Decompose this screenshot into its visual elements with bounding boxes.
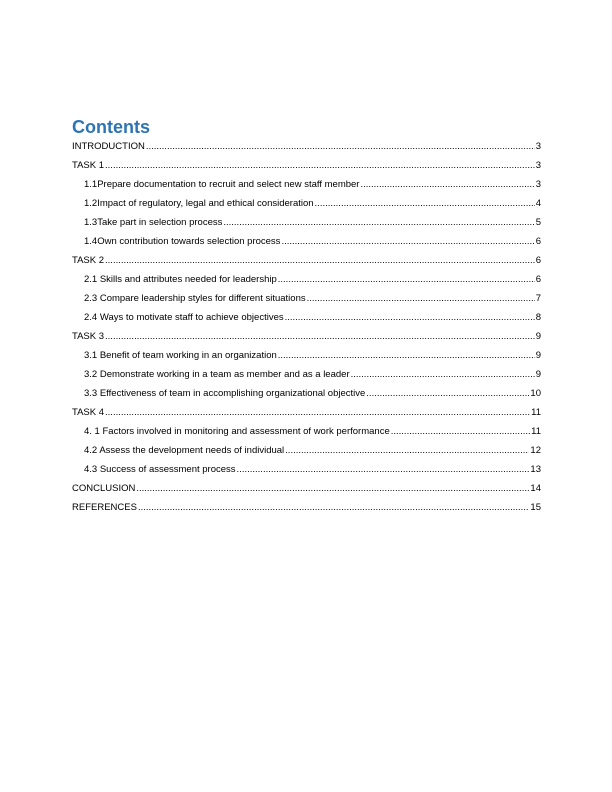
dot-leader [223,213,534,232]
toc-entry-label: 4.3 Success of assessment process [84,464,236,475]
toc-entry-label: 1.1Prepare documentation to recruit and select new staff member [84,179,360,190]
dot-leader [391,422,530,441]
toc-page-number: 15 [530,502,541,513]
table-of-contents [72,137,541,517]
toc-entry-1-3[interactable] [72,213,541,232]
toc-entry-label: 1.3Take part in selection process [84,217,223,228]
dot-leader [105,156,535,175]
toc-heading: Contents [72,117,150,137]
toc-entry-1-1[interactable] [72,175,541,194]
toc-entry-introduction[interactable] [72,137,541,156]
toc-entry-label: 2.4 Ways to motivate staff to achieve objectives [84,312,284,323]
dot-leader [315,194,535,213]
toc-entry-label: TASK 4 [72,407,105,418]
toc-entry-references[interactable] [72,498,541,517]
toc-page-number: 9 [535,350,541,361]
toc-page-number: 3 [535,179,541,190]
toc-page-number: 12 [530,445,541,456]
toc-entry-2-4[interactable] [72,308,541,327]
dot-leader [307,289,535,308]
toc-entry-label: 1.4Own contribution towards selection process [84,236,281,247]
toc-entry-label: 3.1 Benefit of team working in an organization [84,350,277,361]
toc-entry-label: CONCLUSION [72,483,136,494]
toc-page-number: 11 [531,407,541,418]
dot-leader [146,137,535,156]
toc-entry-task-3[interactable] [72,327,541,346]
toc-page-number: 9 [535,331,541,342]
dot-leader [237,460,530,479]
dot-leader [278,270,535,289]
dot-leader [360,175,534,194]
toc-entry-1-2[interactable] [72,194,541,213]
toc-entry-label: REFERENCES [72,502,137,513]
toc-page-number: 3 [535,141,541,152]
toc-page-number: 8 [535,312,541,323]
dot-leader [285,441,529,460]
toc-entry-task-4[interactable] [72,403,541,422]
toc-entry-3-3[interactable] [72,384,541,403]
toc-entry-4-3[interactable] [72,460,541,479]
toc-page-number: 6 [535,255,541,266]
toc-entry-label: INTRODUCTION [72,141,145,152]
toc-page-number: 6 [535,236,541,247]
toc-entry-label: 3.2 Demonstrate working in a team as member and as a leader [84,369,350,380]
toc-page-number: 3 [535,160,541,171]
toc-entry-label: TASK 1 [72,160,105,171]
toc-page-number: 14 [530,483,541,494]
toc-entry-4-2[interactable] [72,441,541,460]
toc-entry-task-1[interactable] [72,156,541,175]
toc-entry-label: TASK 3 [72,331,105,342]
dot-leader [138,498,529,517]
toc-page-number: 5 [535,217,541,228]
toc-entry-label: 2.3 Compare leadership styles for different situations [84,293,306,304]
dot-leader [351,365,535,384]
toc-entry-label: 1.2Impact of regulatory, legal and ethical consideration [84,198,314,209]
toc-page-number: 4 [535,198,541,209]
dot-leader [105,251,535,270]
toc-entry-label: 4.2 Assess the development needs of individual [84,445,285,456]
dot-leader [278,346,535,365]
toc-page-number: 9 [535,369,541,380]
toc-entry-2-3[interactable] [72,289,541,308]
toc-page-number: 10 [530,388,541,399]
toc-entry-2-1[interactable] [72,270,541,289]
toc-entry-3-2[interactable] [72,365,541,384]
toc-page-number: 11 [531,426,541,437]
toc-entry-label: 2.1 Skills and attributes needed for leadership [84,274,277,285]
dot-leader [285,308,535,327]
toc-entry-4-1[interactable] [72,422,541,441]
toc-entry-label: 4. 1 Factors involved in monitoring and assessment of work performance [84,426,390,437]
toc-page-number: 13 [530,464,541,475]
toc-page-number: 7 [535,293,541,304]
dot-leader [136,479,529,498]
toc-entry-3-1[interactable] [72,346,541,365]
toc-page-number: 6 [535,274,541,285]
dot-leader [105,327,535,346]
toc-entry-task-2[interactable] [72,251,541,270]
toc-entry-label: 3.3 Effectiveness of team in accomplishing organizational objective [84,388,366,399]
dot-leader [105,403,530,422]
dot-leader [281,232,534,251]
toc-entry-1-4[interactable] [72,232,541,251]
toc-entry-conclusion[interactable] [72,479,541,498]
dot-leader [366,384,529,403]
toc-entry-label: TASK 2 [72,255,105,266]
